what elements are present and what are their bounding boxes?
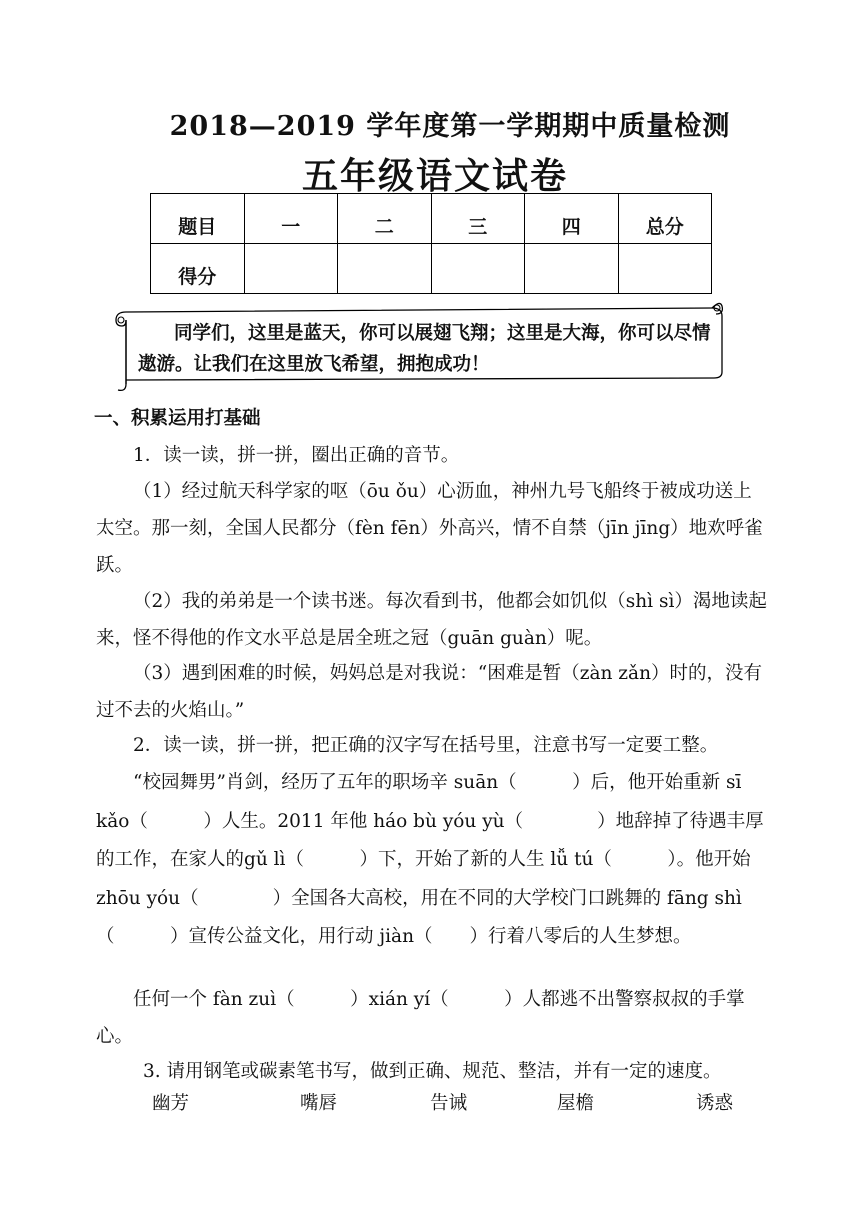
question-paragraph: （1）经过航天科学家的呕（ōu ǒu）心沥血，神州九号飞船终于被成功送上太空。那一刻，全国人民都分（fèn fēn）外高兴，情不自禁（jīn jīng）地欢呼雀跃。 <box>96 481 763 576</box>
score-input-cell[interactable] <box>338 244 432 294</box>
practice-word: 嘴唇 <box>300 1093 338 1114</box>
question-prompt: 1．读一读，拼一拼，圈出正确的音节。 <box>133 445 460 466</box>
score-cell: 三 <box>431 194 525 244</box>
question-prompt: 3. 请用钢笔或碳素笔书写，做到正确、规范、整洁，并有一定的速度。 <box>143 1061 722 1082</box>
fill-in-paragraph[interactable]: 任何一个 fàn zuì（ ）xián yí（ ）人都逃不出警察叔叔的手掌心。 <box>96 989 745 1047</box>
score-table <box>150 193 712 294</box>
score-cell: 一 <box>244 194 338 244</box>
score-input-cell[interactable] <box>244 244 338 294</box>
score-table-score-row <box>151 244 712 294</box>
score-cell: 得分 <box>151 244 245 294</box>
score-input-cell[interactable] <box>618 244 712 294</box>
practice-word: 诱惑 <box>696 1093 734 1114</box>
score-input-cell[interactable] <box>431 244 525 294</box>
practice-word: 屋檐 <box>557 1093 595 1114</box>
motto-text: 同学们，这里是蓝天，你可以展翅飞翔；这里是大海，你可以尽情遨游。让我们在这里放飞希望，拥抱成功！ <box>138 323 711 375</box>
practice-word: 幽芳 <box>152 1093 190 1114</box>
fill-in-paragraph[interactable]: “校园舞男”肖剑，经历了五年的职场辛 suān（ ）后，他开始重新 sī kǎo（ ）人生。2011 年他 háo bù yóu yù（ ）地辞掉了待遇丰厚的工作，在家人的gǔ lì（ ）下，开始了新的人生 lǚ tú（ ）。他开始 zhōu yóu（ ）全国各大高校，用在不同的大学校门口跳舞的 fāng shì（ ）宣传公益文化，用行动 jiàn（ ）行着八零后的人生梦想。 <box>96 772 764 948</box>
exam-title-line2: 五年级语文试卷 <box>301 155 568 197</box>
score-cell: 总分 <box>618 194 712 244</box>
practice-word: 告诫 <box>430 1093 468 1114</box>
section-heading: 一、积累运用打基础 <box>94 408 261 429</box>
question-prompt: 2．读一读，拼一拼，把正确的汉字写在括号里，注意书写一定要工整。 <box>133 735 719 756</box>
score-input-cell[interactable] <box>525 244 619 294</box>
score-cell: 二 <box>338 194 432 244</box>
score-cell: 题目 <box>151 194 245 244</box>
score-table-header-row <box>151 194 712 244</box>
exam-title-line1: 2018—2019 学年度第一学期期中质量检测 <box>169 111 731 142</box>
score-cell: 四 <box>525 194 619 244</box>
question-paragraph: （2）我的弟弟是一个读书迷。每次看到书，他都会如饥似（shì sì）渴地读起来，怪不得他的作文水平总是居全班之冠（guān guàn）呢。 <box>96 591 767 649</box>
question-paragraph: （3）遇到困难的时候，妈妈总是对我说：“困难是暂（zàn zǎn）时的，没有过不去的火焰山。” <box>96 663 762 721</box>
